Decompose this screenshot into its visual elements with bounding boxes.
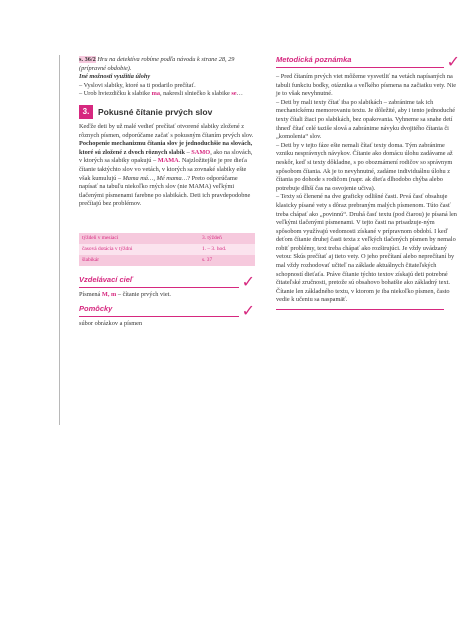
goal-label: Vzdelávací cieľ <box>79 274 133 284</box>
aids-heading <box>79 300 255 320</box>
checkmark-icon: ✓ <box>241 300 255 320</box>
page-margin-line <box>59 55 60 425</box>
method-note-end-rule <box>276 309 444 310</box>
goal-text-c: – čítanie prvých viet. <box>116 290 171 298</box>
table-value: s. 37 <box>202 257 213 264</box>
body-2: Pochopenie mechanizmu čítania slov je jednoduchšie na slovách, ktoré sú zložené z dvoch rôznych slabík <box>79 140 253 156</box>
other-ways-2e: … <box>236 90 243 98</box>
table-row <box>79 255 255 266</box>
table-value: 1. – 3. hod. <box>202 246 227 253</box>
goal-letters: M, m <box>101 290 117 298</box>
body-9: ? Preto odporúčame napísať na tabuľu niekoľko rných slov (nie MAMA) veľkými tlačenými písmenami farebne po slabikách. Deti ich pravdepodobne prečítajú bez problémov. <box>79 174 251 208</box>
syllable-se: se <box>231 90 237 98</box>
method-note-paragraph: – Texty sú členené na dve graficky odlišné časti. Prvá časť obsahuje klasicky písané vety s dôraz prebraným malých písmenom. Túto časť treba chápať ako „povinnú“. Druhá časť textu (pod čiarou) je písaná len veľkými tlačenými písmenami. V tejto časti na prisadzuje-ným spôsobom využívajú vedomosti získané v prípravnom období. I keď deťom čítanie druhej časti texta z veľkých tlačených písmen by nemalo robiť problémy, text treba chápať ako rozširujúci. Je vždy uvádzaný vetou: Skús prečítať aj tieto vety. O jeho prečítaní alebo neprečítaní by mal vždy rozhodovať učiteľ na základe aktuálnych čitateľských schopností dieťaťa. Práve čítanie týchto textov získajú deti potrebné čitateľské zručnosti, pretože sú obsahovo bohatšie ako základný text. Čítanie len základného textu, v ktorom je iba niekoľko písmen, často vedie k učeniu sa naspamäť. <box>276 193 457 304</box>
table-label: týždeň v mesiaci <box>82 235 119 242</box>
method-note-label: Metodická poznámka <box>276 55 352 64</box>
syllable-ma: ma <box>151 90 160 98</box>
checkmark-icon: ✓ <box>446 52 460 71</box>
section-number: 3. <box>79 105 93 119</box>
other-ways-2a: – Urob hviezdičku k slabike <box>79 90 152 98</box>
other-ways-item-1: – Vyslovi slabiky, ktoré sa ti podarilo prečítať. <box>79 81 196 89</box>
goal-heading <box>79 271 255 291</box>
homework-paragraph <box>79 56 255 73</box>
section-body <box>79 123 255 209</box>
goal-text <box>79 291 255 300</box>
goal-text-a: Písmená <box>79 290 102 298</box>
method-note-paragraph: – Deti by mali texty čítať iba po slabikách – zabránime tak ich mechanickému memorovaniu textu. Je dôležité, aby i tento jednoduché texty čítali žiaci po slabikách, bez opakovania. Vyhneme sa snahe detí ihneď čítať celé taziše slová a zabránime návyku dvojitého čítania či „komolenia“ slov. <box>276 98 456 141</box>
method-note-paragraph: – Deti by v tejto fáze ešte nemali čítať texty doma. Tým zabránime vzniku nesprávnych návykov. Čítanie ako domácu úlohu zadávame až neskôr, keď si texty dôkladne, s po obozmámení rodičov so správnym spôsobom čítania. Ak je to nevyhnutné, zadáme individuálnu úlohu z čítania po dohode s rodičom (napr. ak dieťa dlhodobo chýba alebo potrebuje dlhší čas na osvojenie učiva). <box>276 141 453 192</box>
other-ways-2c: , nakresli slniečko k slabike <box>159 90 232 98</box>
checkmark-icon: ✓ <box>241 271 255 291</box>
goal-rule <box>79 287 239 288</box>
aids-label: Pomôcky <box>79 303 113 313</box>
word-samo: SAMO <box>191 148 211 156</box>
aids-text: súbor obrázkov a písmen <box>79 319 143 327</box>
table-label: časová dotácia v týždni <box>82 246 133 253</box>
other-ways-item-2 <box>79 90 255 99</box>
body-8: Mama má…, Mé mama… <box>122 174 188 182</box>
left-column <box>79 56 255 328</box>
word-mama: MAMA <box>157 157 179 165</box>
aids-rule <box>79 316 239 317</box>
section-title: Pokusné čítanie prvých slov <box>98 106 213 117</box>
right-column <box>276 52 460 310</box>
info-table <box>79 233 255 266</box>
table-row <box>79 233 255 244</box>
body-7: . Najzložitejšie je pre dieťa čítanie taktýchto slov vo vetách, v ktorých sa zovnaké slabiky ešte však kumulujú – <box>79 157 247 182</box>
other-ways-title: Iné možnosti využitia úlohy <box>79 73 151 81</box>
body-1: Keďže deti by už malé vedieť prečítať otvorené slabiky zložené z rôznych písmen, odporúčame začať s pokusným čítaním prvých slov. <box>79 122 254 139</box>
body-3: – <box>185 148 192 156</box>
table-row <box>79 244 255 255</box>
homework-reference: s. 36/2 <box>79 56 96 63</box>
method-note-heading <box>276 52 460 71</box>
method-note-rule <box>276 67 444 68</box>
table-label: šlabikár <box>82 257 100 264</box>
section-heading <box>79 105 255 119</box>
body-5: , ako na slovách, v ktorých sa slabiky opakujú – <box>79 148 253 165</box>
method-note-paragraph: – Pred čítaním prvých viet môžeme vysvetliť na vetách napísaných na tabuli funkciu bodky, otáznika a veľkého písmena na začiatku vety. Nie je to však nevyhnutné. <box>276 73 457 98</box>
homework-task: Hru na detektíva robíme podľa návodu k strane 28, 29 (prípravné obdobie). <box>79 56 235 72</box>
table-value: 3. týždeň <box>202 235 222 242</box>
